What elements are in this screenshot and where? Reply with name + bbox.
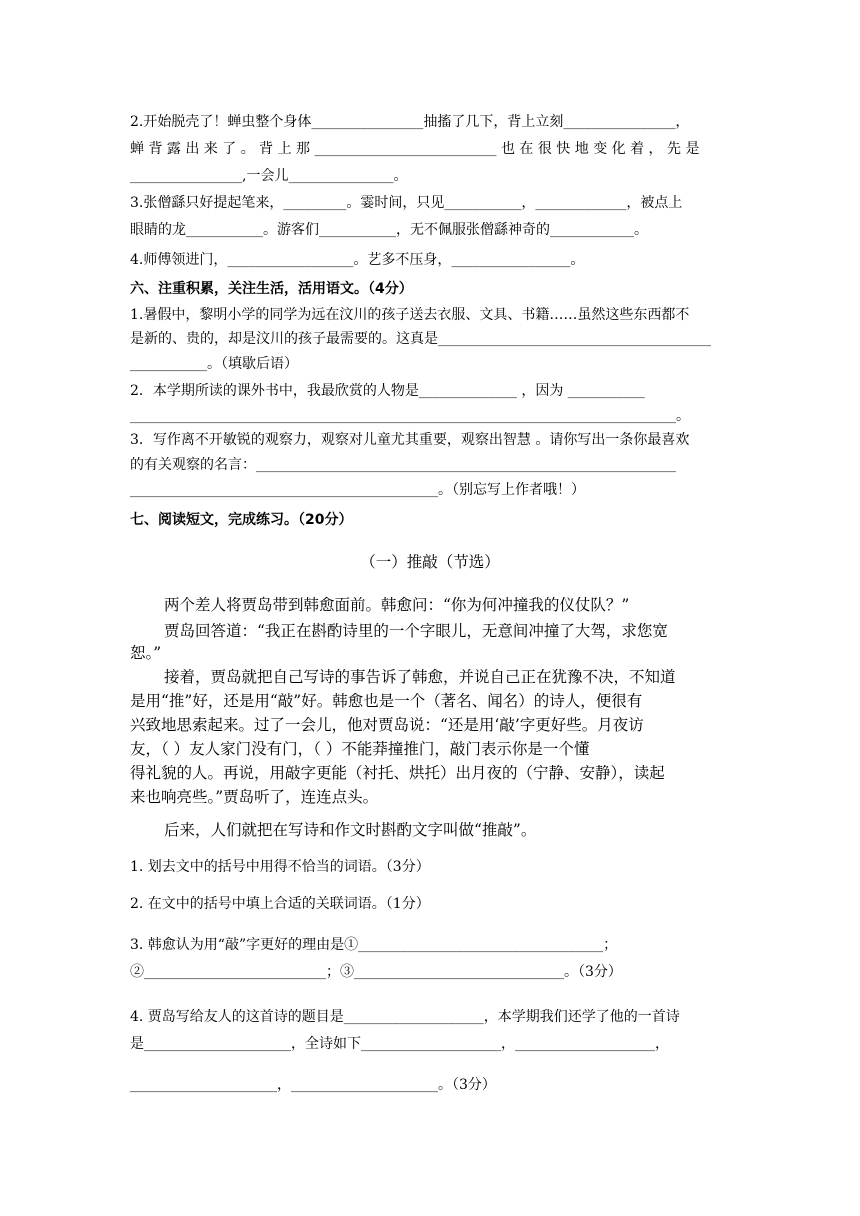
q6-item-3-line-1: 3．写作离不开敏锐的观察力，观察对儿童尤其重要，观察出智慧 。请你写出一条你最喜欢 (130, 432, 690, 448)
q6-item-1-line-2: 是新的、贵的，却是汶川的孩子最需要的。这真是_______________________________________ (130, 331, 711, 347)
passage-paragraph-3-line-1: 接着，贾岛就把自己写诗的事告诉了韩愈，并说自己正在犹豫不决，不知道 (164, 668, 676, 686)
q5-item-4: 4.师傅领进门，__________________。艺多不压身，_________________。 (130, 252, 585, 268)
q6-item-1-line-1: 1.暑假中，黎明小学的同学为远在汶川的孩子送去衣服、文具、书籍……虽然这些东西都不 (130, 307, 690, 323)
q5-item-2-line-2: 蝉 背 露 出 来 了 。 背 上 那 __________________________ 也 在 很 快 地 变 化 着 ， 先 是 (130, 141, 700, 157)
reading-question-1: 1. 划去文中的括号中用得不恰当的词语。（3分） (130, 859, 430, 875)
passage-paragraph-3-line-4: 友，（ ）友人家门没有门，（ ）不能莽撞推门，敲门表示你是一个懂 (130, 740, 590, 758)
reading-question-3-line-2: ②__________________________；③______________________________。（3分） (130, 964, 622, 980)
reading-question-3-line-1: 3. 韩愈认为用“敲”字更好的理由是①___________________________________； (130, 937, 618, 953)
passage-paragraph-3-line-5: 得礼貌的人。再说，用敲字更能（衬托、烘托）出月夜的（宁静、安静），读起 (130, 764, 665, 782)
q5-item-3-line-1: 3.张僧繇只好提起笔来，_________。霎时间，只见___________，_____________，被点上 (130, 195, 683, 211)
reading-question-4-line-1: 4. 贾岛写给友人的这首诗的题目是____________________，本学期我们还学了他的一首诗 (130, 1009, 680, 1025)
passage-paragraph-4: 后来，人们就把在写诗和作文时斟酌文字叫做“推敲”。 (164, 821, 537, 839)
q5-item-2-line-3: ________________,一会儿_______________。 (130, 168, 408, 184)
passage-paragraph-2-line-1: 贾岛回答道：“我正在斟酌诗里的一个字眼儿，无意间冲撞了大驾，求您宽 (164, 622, 668, 640)
q6-item-2-line-2: ______________________________________________________________________________。 (130, 408, 690, 424)
passage-title: （一）推敲（节选） (360, 553, 500, 571)
passage-paragraph-1: 两个差人将贾岛带到韩愈面前。韩愈问：“你为何冲撞我的仪仗队？” (164, 596, 630, 614)
q6-item-1-line-3: ___________。（填歇后语） (130, 356, 298, 372)
q6-item-3-line-3: ____________________________________________。（别忘写上作者哦！） (130, 482, 585, 498)
passage-paragraph-2-line-2: 恕。” (130, 644, 162, 662)
reading-question-4-line-2: 是_____________________，全诗如下____________________，____________________， (130, 1036, 669, 1052)
q6-item-2-line-1: 2．本学期所读的课外书中，我最欣赏的人物是______________ ，因为 ___________ (130, 383, 645, 399)
passage-paragraph-3-line-6: 来也响亮些。”贾岛听了，连连点头。 (130, 788, 379, 806)
q5-item-3-line-2: 眼睛的龙___________。游客们___________，无不佩服张僧繇神奇的____________。 (130, 222, 648, 238)
section-7-heading: 七、阅读短文，完成练习。（20分） (130, 512, 353, 528)
q5-item-2-line-1: 2.开始脱壳了！蝉虫整个身体________________抽搐了几下，背上立刻________________， (130, 114, 690, 130)
passage-paragraph-3-line-2: 是用“推”好，还是用“敲”好。韩愈也是一个（著名、闻名）的诗人，便很有 (130, 692, 643, 710)
reading-question-4-line-3: _____________________，_____________________。（3分） (130, 1077, 496, 1093)
reading-question-2: 2. 在文中的括号中填上合适的关联词语。（1分） (130, 896, 430, 912)
q6-item-3-line-2: 的有关观察的名言：____________________________________________________________ (130, 457, 676, 473)
section-6-heading: 六、注重积累，关注生活，活用语文。（4分） (130, 281, 413, 297)
passage-paragraph-3-line-3: 兴致地思索起来。过了一会儿，他对贾岛说：“还是用‘敲’字更好些。月夜访 (130, 716, 644, 734)
